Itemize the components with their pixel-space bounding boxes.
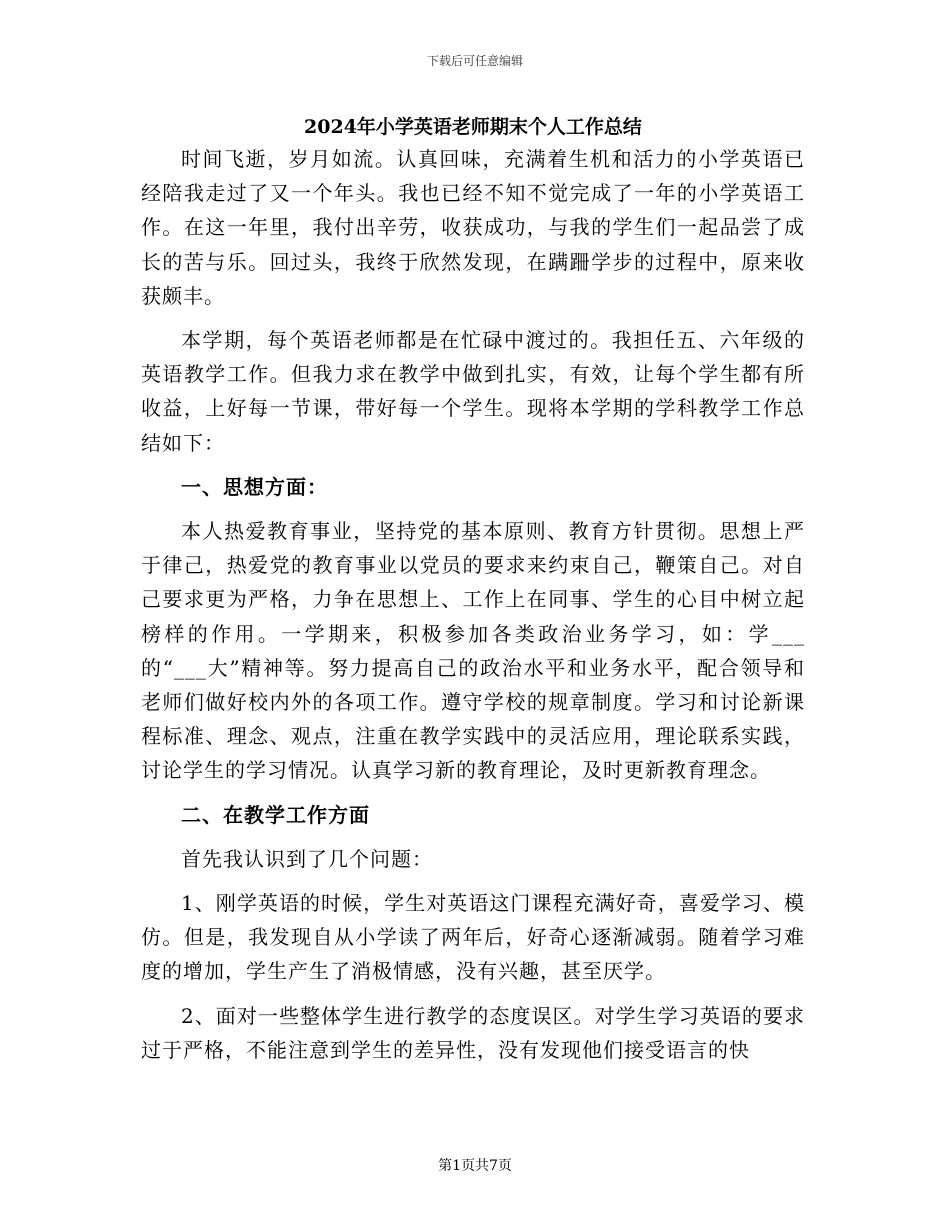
paragraph-intro: 时间飞逝，岁月如流。认真回味，充满着生机和活力的小学英语已经陪我走过了又一个年头。我也已经不知不觉完成了一年的小学英语工作。在这一年里，我付出辛劳，收获成功，与我的学生们一起品尝了成长的苦与乐。回过头，我终于欣然发现，在蹒跚学步的过程中，原来收获颇丰。 bbox=[141, 147, 805, 308]
document-body bbox=[141, 112, 805, 1067]
paragraph-gap bbox=[141, 832, 805, 842]
paragraph-issue-2: 2、面对一些整体学生进行教学的态度误区。对学生学习英语的要求过于严格，不能注意到学生的差异性，没有发现他们接受语言的快 bbox=[141, 1003, 805, 1062]
paragraph-gap bbox=[141, 504, 805, 514]
paragraph-semester: 本学期，每个英语老师都是在忙碌中渡过的。我担任五、六年级的英语教学工作。但我力求在教学中做到扎实，有效，让每个学生都有所收益，上好每一节课，带好每一个学生。现将本学期的学科教学工作总结如下： bbox=[141, 328, 805, 455]
paragraph-gap bbox=[141, 313, 805, 323]
page-footer-number: 第1页共7页 bbox=[438, 1158, 512, 1174]
paragraph-issue-1: 1、刚学英语的时候，学生对英语这门课程充满好奇，喜爱学习、模仿。但是，我发现自从小学读了两年后，好奇心逐渐减弱。随着学习难度的增加，学生产生了消极情感，没有兴趣，甚至厌学。 bbox=[141, 891, 805, 984]
page-header-note: 下载后可任意编辑 bbox=[426, 54, 523, 68]
section-heading-teaching: 二、在教学工作方面 bbox=[181, 802, 370, 827]
document-title: 2024年小学英语老师期末个人工作总结 bbox=[304, 116, 642, 138]
paragraph-issues-intro: 首先我认识到了几个问题： bbox=[181, 846, 433, 871]
paragraph-gap bbox=[141, 989, 805, 999]
section-heading-thought: 一、思想方面： bbox=[181, 474, 328, 499]
paragraph-gap bbox=[141, 876, 805, 886]
paragraph-thought: 本人热爱教育事业，坚持党的基本原则、教育方针贯彻。思想上严于律己，热爱党的教育事业以党员的要求来约束自己，鞭策自己。对自己要求更为严格，力争在思想上、工作上在同事、学生的心目中树立起榜样的作用。一学期来，积极参加各类政治业务学习，如：学___的“___大”精神等。努力提高自己的政治水平和业务水平，配合领导和老师们做好校内外的各项工作。遵守学校的规章制度。学习和讨论新课程标准、理念、观点，注重在教学实践中的灵活应用，理论联系实践，讨论学生的学习情况。认真学习新的教育理论，及时更新教育理念。 bbox=[141, 519, 805, 783]
paragraph-gap bbox=[141, 460, 805, 470]
paragraph-gap bbox=[141, 788, 805, 798]
